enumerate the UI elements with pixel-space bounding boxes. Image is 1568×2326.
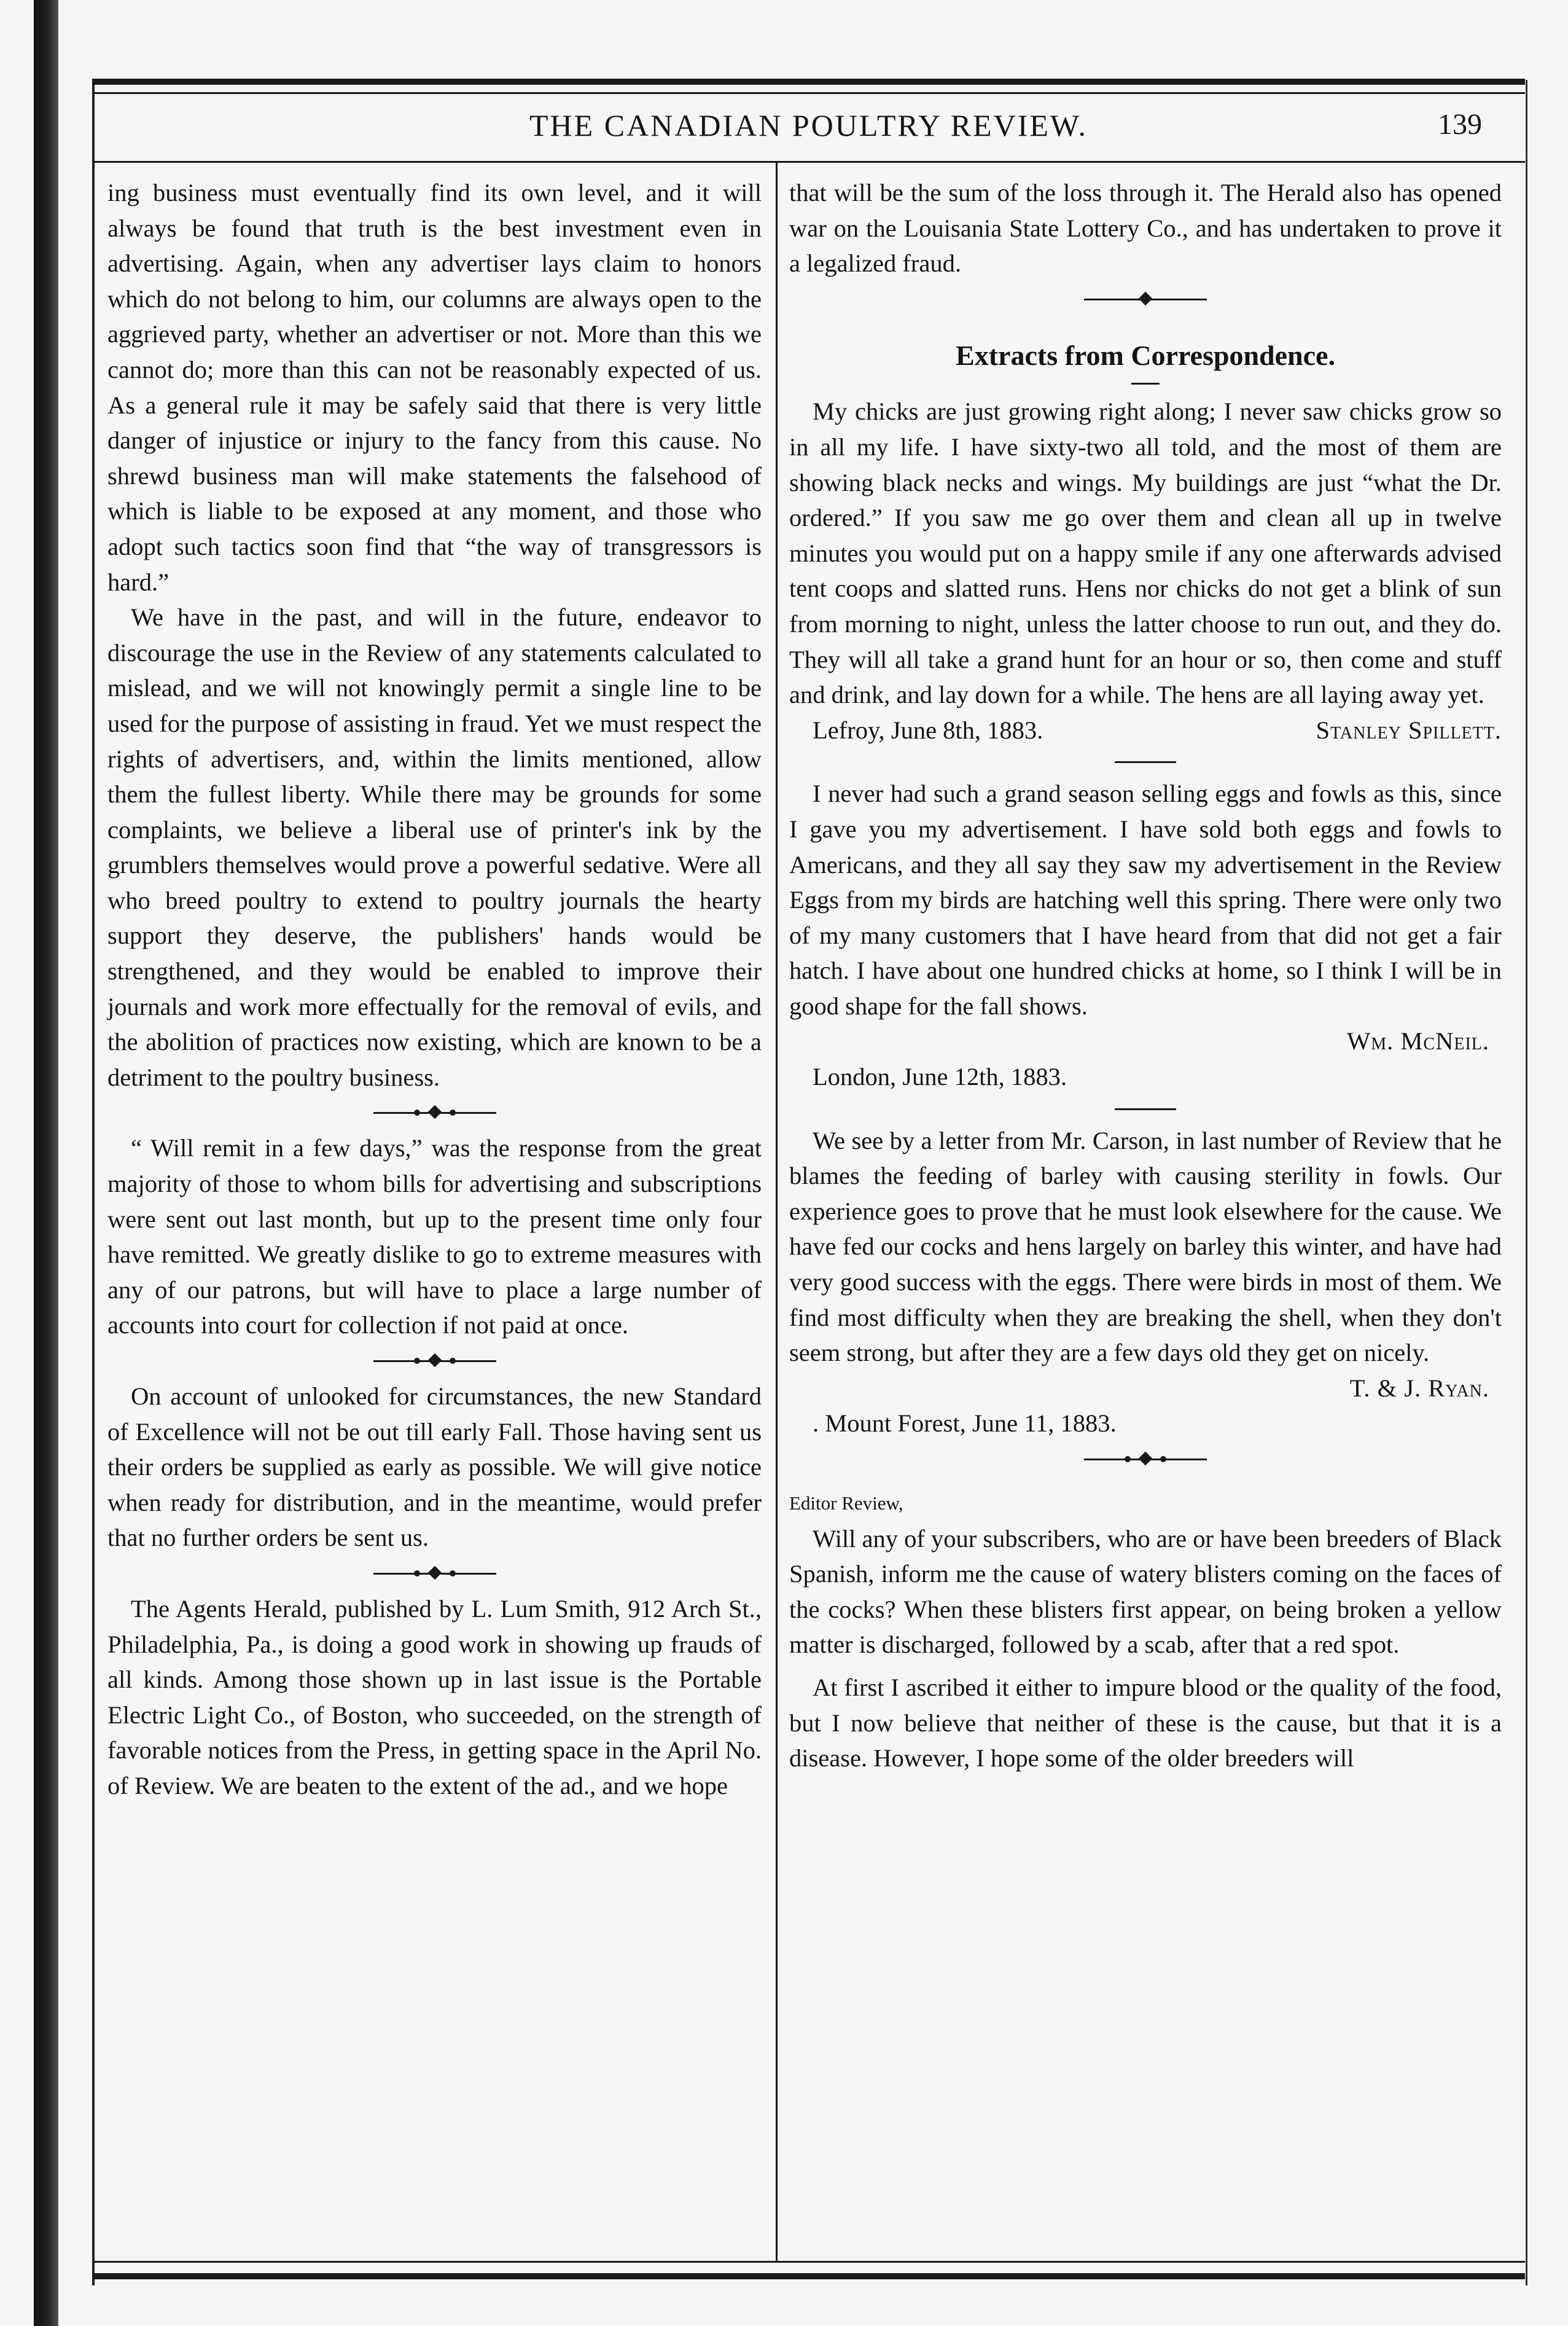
book-binding-shadow bbox=[34, 0, 58, 2326]
letter-text: I never had such a grand season selling eggs and fowls as this, since I gave you my advertisement. I have sold both eggs and fowls to Americans, and they all say they saw my advertisement in the Review Eggs from my birds are hatching well this spring. There were only two of my many customers that I have heard from that did not get a fair hatch. I have about one hundred chicks at home, so I think I will be in good shape for the fall shows. bbox=[789, 780, 1502, 1020]
top-thick-rule bbox=[92, 79, 1525, 85]
letter-text: My chicks are just growing right along; I never saw chicks grow so in all my life. I have sixty-two all told, and the most of them are showing black necks and wings. My buildings are just “what the Dr. ordered.” If you saw me go over them and clean all up in twelve minutes you would put on a happy smile if any one afterwards advised tent coops and slatted runs. Hens nor chicks do not get a blink of sun from morning to night, unless the latter choose to run out, and they do. They will all take a grand hunt for an hour or so, then come and stuff and drink, and lay down for a while. The hens are all laying away yet. bbox=[789, 397, 1502, 709]
left-column bbox=[107, 175, 762, 1804]
section-ornament bbox=[107, 1095, 762, 1130]
article-paragraph: On account of unlooked for circumstances, the new Standard of Excellence will not be out till early Fall. Those having sent us their orders be supplied as early as possible. We will give notice when ready for distribution, and in the meantime, would prefer that no further orders be sent us. bbox=[107, 1382, 762, 1552]
right-column bbox=[789, 175, 1502, 1776]
letter-place-date: . Mount Forest, June 11, 1883. bbox=[813, 1409, 1117, 1438]
bottom-thick-rule bbox=[92, 2273, 1525, 2279]
short-rule bbox=[789, 748, 1502, 776]
section-ornament bbox=[107, 1343, 762, 1379]
article-paragraph: We have in the past, and will in the future, endeavor to discourage the use in the Review of any statements calculated to mislead, and we will not knowingly permit a single line to be used for the purpose of assisting in fraud. Yet we must respect the rights of advertisers, and, within the limits mentioned, allow them the fullest liberty. While there may be grounds for some complaints, we believe a liberal use of printer's ink by the grumblers themselves would prove a powerful sedative. Were all who breed poultry to extend to poultry journals the hearty support they deserve, the publishers' hands would be strengthened, and they would be enabled to improve their journals and work more effectually for the removal of evils, and the abolition of practices now existing, which are known to be a detriment to the poultry business. bbox=[107, 603, 762, 1091]
top-thin-rule bbox=[92, 92, 1525, 94]
bottom-thin-rule bbox=[92, 2261, 1525, 2263]
letter-signature: Wm. McNeil. bbox=[1347, 1027, 1489, 1055]
journal-title: THE CANADIAN POULTRY REVIEW. bbox=[529, 108, 1088, 143]
article-paragraph: that will be the sum of the loss through it. The Herald also has opened war on the Louisania State Lottery Co., and has undertaken to prove it a legalized fraud. bbox=[789, 179, 1502, 278]
page-number: 139 bbox=[1438, 108, 1482, 141]
letter-text: Will any of your subscribers, who are or have been breeders of Black Spanish, inform me the cause of watery blisters coming on the faces of the cocks? When these blisters first appear, on being broken a yellow matter is discharged, followed by a scab, after that a red spot. bbox=[789, 1524, 1502, 1659]
section-ornament bbox=[107, 1556, 762, 1591]
letter-text: We see by a letter from Mr. Carson, in last number of Review that he blames the feeding of barley with causing sterility in fowls. Our experience goes to prove that he must look elsewhere for the cause. We have fed our cocks and hens largely on barley this winter, and have had very good success with the eggs. There were birds in most of them. We find most difficulty when they are breaking the shell, when they don't seem strong, but after they are a few days old they get on nicely. bbox=[789, 1126, 1502, 1367]
section-ornament bbox=[789, 1441, 1502, 1477]
heading-rule bbox=[789, 378, 1502, 394]
letter-signature-line bbox=[789, 1024, 1502, 1059]
letter-place-date: London, June 12th, 1883. bbox=[813, 1063, 1067, 1091]
editor-salutation: Editor Review, bbox=[789, 1492, 903, 1514]
letter-signature: Stanley Spillett. bbox=[1316, 716, 1502, 744]
article-paragraph: “ Will remit in a few days,” was the response from the great majority of those to whom bills for advertising and subscriptions were sent out last month, but up to the present time only four have remitted. We greatly dislike to go to extreme measures with any of our patrons, but will have to place a large number of accounts into court for collection if not paid at once. bbox=[107, 1134, 762, 1339]
letter-signature-line bbox=[789, 1371, 1502, 1406]
letter-signature-line bbox=[789, 713, 1502, 748]
letter-signature: T. & J. Ryan. bbox=[1349, 1374, 1489, 1402]
running-head bbox=[92, 108, 1525, 157]
section-ornament bbox=[789, 281, 1502, 317]
short-rule bbox=[789, 1095, 1502, 1123]
article-paragraph: ing business must eventually find its own level, and it will always be found that truth is the best investment even in advertising. Again, when any advertiser lays claim to honors which do not belong to him, our columns are always open to the aggrieved party, whether an advertiser or not. More than this we cannot do; more than this can not be reasonably expected of us. As a general rule it may be safely said that there is very little danger of injustice or injury to the fancy from this cause. No shrewd business man will make statements the falsehood of which is liable to be exposed at any moment, and those who adopt such tactics soon find that “the way of transgressors is hard.” bbox=[107, 179, 762, 596]
letter-text: At first I ascribed it either to impure blood or the quality of the food, but I now believe that neither of these is the cause, but that it is a disease. However, I hope some of the older breeders will bbox=[789, 1673, 1502, 1772]
section-heading: Extracts from Correspondence. bbox=[956, 339, 1335, 371]
letter-place-date: Lefroy, June 8th, 1883. bbox=[813, 716, 1043, 744]
article-paragraph: The Agents Herald, published by L. Lum Smith, 912 Arch St., Philadelphia, Pa., is doing a good work in showing up frauds of all kinds. Among those shown up in last issue is the Portable Electric Light Co., of Boston, who succeeded, on the strength of favorable notices from the Press, in getting space in the April No. of Review. We are beaten to the extent of the ad., and we hope bbox=[107, 1594, 762, 1799]
header-rule bbox=[92, 161, 1525, 163]
column-divider bbox=[776, 163, 778, 2261]
